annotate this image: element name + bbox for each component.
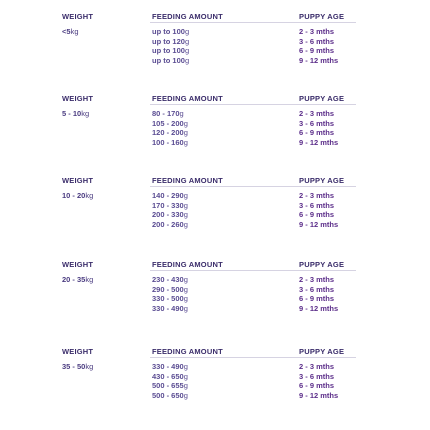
- feeding-amount: [152, 56, 189, 66]
- feeding-amount-unit: g: [183, 137, 188, 147]
- feeding-amount-value: 430 - 650: [152, 371, 184, 381]
- weight-range: 5 - 10: [62, 109, 82, 118]
- feeding-amount-unit: g: [183, 210, 188, 219]
- weight-header: WEIGHT: [62, 94, 94, 103]
- puppy-age: 6 - 9 mths: [299, 381, 335, 390]
- puppy-age: 6 - 9 mths: [299, 210, 335, 219]
- feeding-amount-unit: g: [183, 118, 188, 128]
- feeding-amount-unit: g: [183, 128, 188, 137]
- feeding-amount-header: FEEDING AMOUNT: [152, 176, 223, 185]
- feeding-amount: [152, 201, 188, 211]
- weight-header: WEIGHT: [62, 260, 94, 269]
- weight-header: WEIGHT: [62, 176, 94, 185]
- feeding-amount-unit: g: [183, 294, 188, 303]
- feeding-amount-value: 500 - 650: [152, 390, 184, 400]
- feeding-amount-value: 330 - 490: [152, 362, 184, 371]
- puppy-age: 3 - 6 mths: [299, 371, 335, 381]
- puppy-age: 2 - 3 mths: [299, 362, 335, 371]
- feeding-amount: [152, 372, 188, 382]
- puppy-age-list: [299, 191, 338, 229]
- weight-group: [0, 347, 430, 427]
- feeding-amount-unit: g: [183, 371, 188, 381]
- feeding-amount-unit: g: [184, 55, 190, 65]
- feeding-amount-value: 500 - 655: [152, 381, 184, 390]
- feeding-amount-unit: g: [183, 390, 188, 400]
- weight-group: [0, 12, 430, 92]
- header-divider: [150, 270, 356, 271]
- feeding-amount: [152, 138, 188, 148]
- feeding-amount-value: up to 100: [152, 46, 185, 55]
- header-divider: [150, 186, 356, 187]
- puppy-age: 2 - 3 mths: [299, 27, 335, 36]
- feeding-amount-value: 330 - 500: [152, 294, 184, 303]
- weight-header: WEIGHT: [62, 347, 94, 356]
- puppy-age: 3 - 6 mths: [299, 200, 335, 210]
- weight-unit: kg: [81, 109, 90, 118]
- feeding-amount-unit: g: [183, 284, 188, 294]
- puppy-age: 9 - 12 mths: [299, 390, 339, 400]
- weight-range: 35 - 50: [62, 362, 86, 371]
- feeding-amount: [152, 285, 188, 295]
- puppy-age-list: [299, 27, 338, 65]
- weight-unit: kg: [85, 191, 94, 200]
- feeding-amount-unit: g: [183, 219, 188, 229]
- weight-unit: kg: [85, 275, 94, 284]
- feeding-amount: [152, 128, 188, 138]
- feeding-amount-list: [152, 362, 188, 400]
- weight-range: 20 - 35: [62, 275, 86, 284]
- puppy-age-header: PUPPY AGE: [299, 94, 345, 103]
- weight-value: [62, 109, 89, 118]
- puppy-age: 6 - 9 mths: [299, 46, 335, 55]
- feeding-amount: [152, 37, 189, 47]
- weight-value: [62, 362, 93, 371]
- feeding-amount-unit: g: [183, 191, 188, 200]
- feeding-amount-value: 100 - 160: [152, 137, 184, 147]
- feeding-amount-value: 120 - 200: [152, 128, 184, 137]
- feeding-amount-value: up to 120: [152, 36, 185, 46]
- feeding-amount: [152, 304, 188, 314]
- weight-unit: kg: [70, 27, 79, 36]
- feeding-amount-value: 105 - 200: [152, 118, 184, 128]
- weight-range: <5: [62, 27, 71, 36]
- puppy-age: 2 - 3 mths: [299, 275, 335, 284]
- feeding-amount-list: [152, 191, 188, 229]
- puppy-age: 9 - 12 mths: [299, 219, 339, 229]
- feeding-amount-unit: g: [184, 36, 190, 46]
- feeding-amount-value: 290 - 500: [152, 284, 184, 294]
- weight-value: [62, 27, 78, 36]
- puppy-age-header: PUPPY AGE: [299, 12, 345, 21]
- feeding-amount-value: 170 - 330: [152, 200, 184, 210]
- feeding-amount-unit: g: [183, 275, 188, 284]
- weight-range: 10 - 20: [62, 191, 86, 200]
- weight-group: [0, 94, 430, 174]
- feeding-amount-value: 200 - 330: [152, 210, 184, 219]
- feeding-amount: [152, 362, 188, 372]
- weight-unit: kg: [85, 362, 94, 371]
- feeding-amount-unit: g: [183, 381, 188, 390]
- feeding-amount-unit: g: [183, 362, 188, 371]
- feeding-amount-value: 80 - 170: [152, 109, 180, 118]
- feeding-amount: [152, 109, 188, 119]
- puppy-age: 9 - 12 mths: [299, 303, 339, 313]
- puppy-age-list: [299, 362, 338, 400]
- feeding-amount: [152, 294, 188, 304]
- feeding-amount: [152, 27, 189, 37]
- weight-value: [62, 191, 93, 200]
- feeding-amount-value: 230 - 430: [152, 275, 184, 284]
- feeding-amount: [152, 220, 188, 230]
- weight-header: WEIGHT: [62, 12, 94, 21]
- feeding-amount-unit: g: [183, 200, 188, 210]
- feeding-amount-header: FEEDING AMOUNT: [152, 12, 223, 21]
- feeding-amount-value: up to 100: [152, 27, 185, 36]
- feeding-amount-value: 330 - 490: [152, 303, 184, 313]
- puppy-age: 2 - 3 mths: [299, 191, 335, 200]
- header-divider: [150, 104, 356, 105]
- feeding-amount-unit: g: [179, 109, 184, 118]
- puppy-age-header: PUPPY AGE: [299, 347, 345, 356]
- feeding-amount: [152, 46, 189, 56]
- feeding-amount-unit: g: [184, 27, 190, 36]
- feeding-amount: [152, 119, 188, 129]
- puppy-age: 9 - 12 mths: [299, 137, 339, 147]
- feeding-amount: [152, 210, 188, 220]
- feeding-amount-unit: g: [183, 303, 188, 313]
- puppy-age-header: PUPPY AGE: [299, 260, 345, 269]
- feeding-amount: [152, 275, 188, 285]
- puppy-age: 6 - 9 mths: [299, 294, 335, 303]
- feeding-amount: [152, 391, 188, 401]
- puppy-age: 3 - 6 mths: [299, 284, 335, 294]
- feeding-amount-header: FEEDING AMOUNT: [152, 94, 223, 103]
- feeding-amount-value: up to 100: [152, 55, 185, 65]
- feeding-amount-header: FEEDING AMOUNT: [152, 260, 223, 269]
- puppy-age: 3 - 6 mths: [299, 118, 335, 128]
- puppy-age-header: PUPPY AGE: [299, 176, 345, 185]
- feeding-amount-value: 200 - 260: [152, 219, 184, 229]
- weight-group: [0, 260, 430, 340]
- feeding-amount-list: [152, 109, 188, 147]
- puppy-age: 3 - 6 mths: [299, 36, 335, 46]
- feeding-amount-list: [152, 275, 188, 313]
- feeding-amount-unit: g: [184, 46, 190, 55]
- weight-value: [62, 275, 93, 284]
- puppy-age: 2 - 3 mths: [299, 109, 335, 118]
- puppy-age: 9 - 12 mths: [299, 55, 339, 65]
- puppy-age: 6 - 9 mths: [299, 128, 335, 137]
- feeding-amount-value: 140 - 290: [152, 191, 184, 200]
- header-divider: [150, 357, 356, 358]
- weight-group: [0, 176, 430, 256]
- feeding-amount: [152, 381, 188, 391]
- feeding-amount: [152, 191, 188, 201]
- header-divider: [150, 22, 356, 23]
- feeding-amount-list: [152, 27, 189, 65]
- feeding-amount-header: FEEDING AMOUNT: [152, 347, 223, 356]
- puppy-age-list: [299, 275, 338, 313]
- puppy-age-list: [299, 109, 338, 147]
